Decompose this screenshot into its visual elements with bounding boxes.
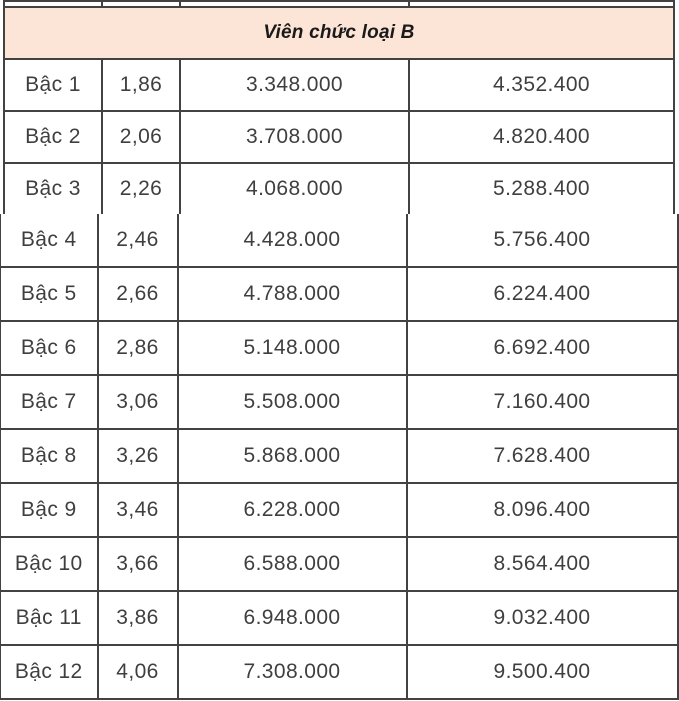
salary-cell: 4.788.000: [178, 267, 407, 321]
salary-plus-cell: 4.352.400: [409, 59, 674, 111]
salary-plus-cell: 7.628.400: [407, 429, 678, 483]
salary-plus-cell: 7.160.400: [407, 375, 678, 429]
coefficient-cell: 2,06: [102, 111, 180, 163]
salary-cell: 4.428.000: [178, 214, 407, 267]
salary-plus-cell: 9.032.400: [407, 591, 678, 645]
salary-cell: 6.948.000: [178, 591, 407, 645]
grade-cell: Bậc 3: [4, 163, 102, 214]
salary-cell: 5.868.000: [178, 429, 407, 483]
salary-cell: 6.228.000: [178, 483, 407, 537]
salary-plus-cell: 8.096.400: [407, 483, 678, 537]
grade-cell: Bậc 4: [1, 214, 98, 267]
table-row: [1, 483, 678, 537]
table-row: [1, 267, 678, 321]
salary-plus-cell: 6.692.400: [407, 321, 678, 375]
salary-cell: 5.148.000: [178, 321, 407, 375]
coefficient-cell: 3,86: [98, 591, 178, 645]
coefficient-cell: 3,66: [98, 537, 178, 591]
coefficient-cell: 2,26: [102, 163, 180, 214]
salary-plus-cell: 5.288.400: [409, 163, 674, 214]
grade-cell: Bậc 5: [1, 267, 98, 321]
section-title: Viên chức loại B: [4, 7, 674, 59]
table-row: [4, 59, 674, 111]
salary-cell: 4.068.000: [180, 163, 409, 214]
coefficient-cell: 2,46: [98, 214, 178, 267]
salary-cell: 7.308.000: [178, 645, 407, 699]
coefficient-cell: 3,46: [98, 483, 178, 537]
salary-plus-cell: 9.500.400: [407, 645, 678, 699]
salary-plus-cell: 5.756.400: [407, 214, 678, 267]
coefficient-cell: 2,86: [98, 321, 178, 375]
table-row: [1, 214, 678, 267]
salary-cell: 3.348.000: [180, 59, 409, 111]
coefficient-cell: 4,06: [98, 645, 178, 699]
grade-cell: Bậc 9: [1, 483, 98, 537]
table-row: [1, 429, 678, 483]
salary-plus-cell: 4.820.400: [409, 111, 674, 163]
table-row: [4, 163, 674, 214]
table-fragment-lower: [0, 214, 677, 700]
grade-cell: Bậc 11: [1, 591, 98, 645]
table-row: [1, 591, 678, 645]
table-row: [1, 321, 678, 375]
grade-cell: Bậc 7: [1, 375, 98, 429]
coefficient-cell: 3,26: [98, 429, 178, 483]
salary-cell: 6.588.000: [178, 537, 407, 591]
table-row: [1, 645, 678, 699]
salary-plus-cell: 6.224.400: [407, 267, 678, 321]
grade-cell: Bậc 12: [1, 645, 98, 699]
grade-cell: Bậc 1: [4, 59, 102, 111]
salary-table-lower: [0, 214, 679, 700]
grade-cell: Bậc 10: [1, 537, 98, 591]
coefficient-cell: 1,86: [102, 59, 180, 111]
table-fragment-upper: [3, 0, 673, 214]
salary-table-upper: [3, 0, 675, 214]
coefficient-cell: 2,66: [98, 267, 178, 321]
salary-cell: 5.508.000: [178, 375, 407, 429]
section-header-row: [4, 7, 674, 59]
grade-cell: Bậc 6: [1, 321, 98, 375]
table-row: [1, 537, 678, 591]
table-row: [1, 375, 678, 429]
coefficient-cell: 3,06: [98, 375, 178, 429]
grade-cell: Bậc 2: [4, 111, 102, 163]
table-row: [4, 111, 674, 163]
salary-plus-cell: 8.564.400: [407, 537, 678, 591]
grade-cell: Bậc 8: [1, 429, 98, 483]
salary-cell: 3.708.000: [180, 111, 409, 163]
